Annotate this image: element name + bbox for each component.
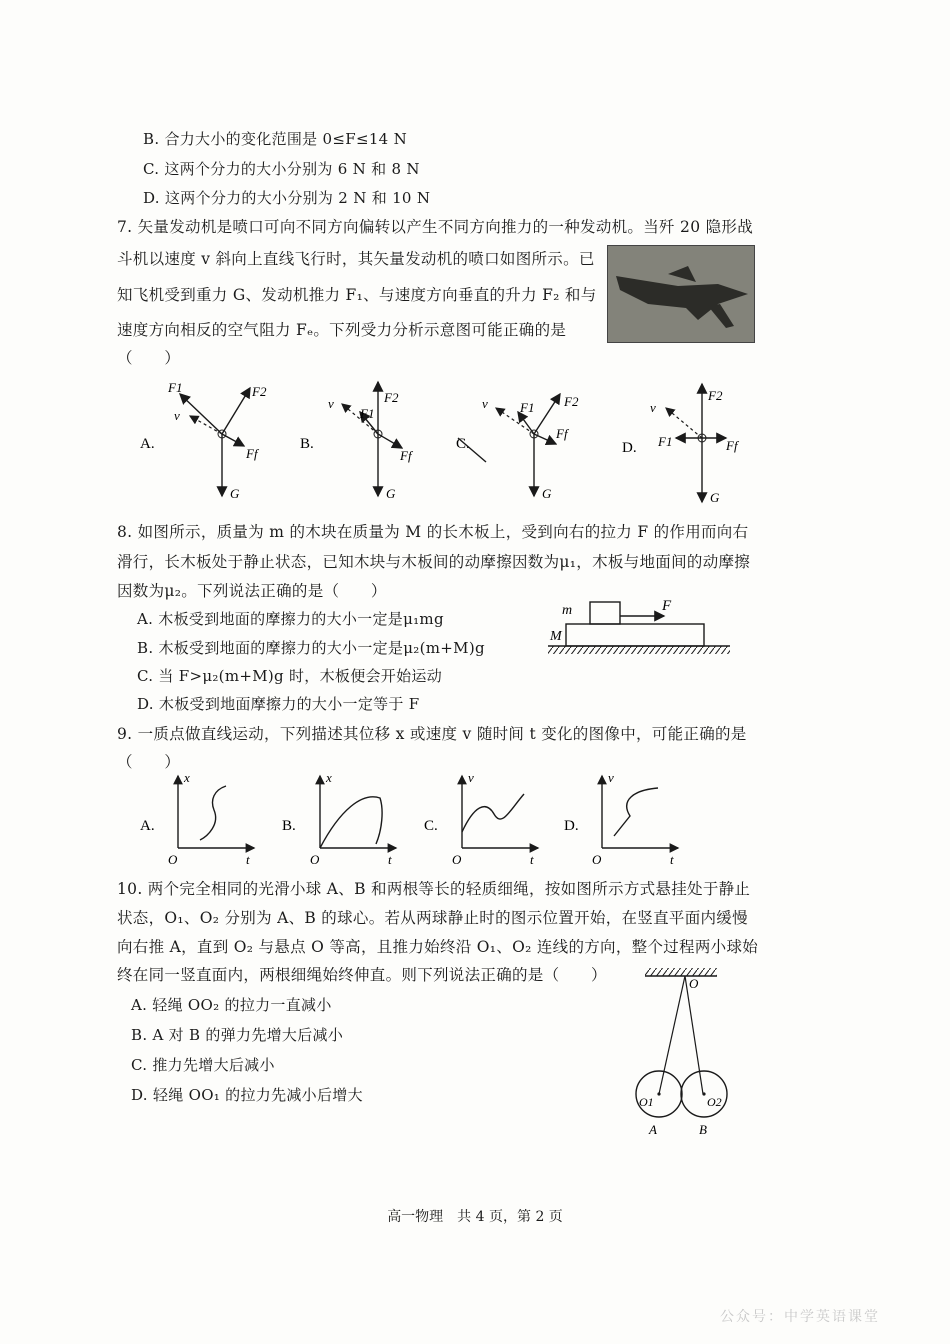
svg-text:C.: C. xyxy=(424,818,438,834)
svg-text:F2: F2 xyxy=(564,394,579,409)
q7-diagram-c xyxy=(456,394,579,501)
q10-pendulum-diagram xyxy=(625,962,735,1140)
svg-text:x: x xyxy=(326,770,332,785)
svg-text:Ff: Ff xyxy=(556,426,568,441)
q10-stem-line3: 向右推 A，直到 O₂ 与悬点 O 等高，且推力始终沿 O₁、O₂ 连线的方向，整个过程两小球始 xyxy=(117,938,759,956)
svg-text:O: O xyxy=(689,976,699,991)
svg-text:B: B xyxy=(699,1122,707,1137)
svg-text:G: G xyxy=(386,486,396,501)
q7-answer-paren: （ ） xyxy=(117,349,181,367)
svg-text:C.: C. xyxy=(456,436,470,452)
svg-text:F1: F1 xyxy=(168,380,183,395)
q9-graph-b xyxy=(282,770,396,867)
q7-diagram-b xyxy=(300,382,414,501)
q9-graph-d xyxy=(564,770,678,867)
svg-text:A.: A. xyxy=(140,436,155,452)
q9-stem-line1: 9. 一质点做直线运动，下列描述其位移 x 或速度 v 随时间 t 变化的图像中，可能正确的是 xyxy=(117,725,747,743)
q9-graph-c xyxy=(424,770,538,867)
q8-stem-line3: 因数为μ₂。下列说法正确的是（ ） xyxy=(117,582,387,600)
svg-text:A: A xyxy=(649,1122,657,1137)
svg-text:Ff: Ff xyxy=(726,438,738,453)
q10-option-c: C. 推力先增大后减小 xyxy=(131,1056,275,1074)
q8-option-a: A. 木板受到地面的摩擦力的大小一定是μ₁mg xyxy=(137,610,444,628)
svg-text:Ff: Ff xyxy=(400,448,412,463)
svg-text:D.: D. xyxy=(564,818,579,834)
q9-answer-paren: （ ） xyxy=(117,753,181,771)
svg-text:x: x xyxy=(184,770,190,785)
q8-option-b: B. 木板受到地面的摩擦力的大小一定是μ₂(m+M)g xyxy=(137,639,485,657)
q7-force-diagrams xyxy=(120,372,760,512)
q8-option-c: C. 当 F>μ₂(m+M)g 时，木板便会开始运动 xyxy=(137,667,443,685)
jet-photo xyxy=(607,245,755,343)
svg-text:F1: F1 xyxy=(360,406,375,421)
q8-stem-line1: 8. 如图所示，质量为 m 的木块在质量为 M 的长木板上，受到向右的拉力 F 的作用而向右 xyxy=(117,523,749,541)
svg-text:O: O xyxy=(168,852,178,867)
q7-stem-line4: 速度方向相反的空气阻力 Fₑ。下列受力分析示意图可能正确的是 xyxy=(117,321,567,339)
svg-text:v: v xyxy=(650,400,656,415)
svg-text:m: m xyxy=(562,603,573,618)
svg-text:F2: F2 xyxy=(384,390,399,405)
q10-option-b: B. A 对 B 的弹力先增大后减小 xyxy=(131,1026,344,1044)
q8-option-d: D. 木板受到地面摩擦力的大小一定等于 F xyxy=(137,695,420,713)
q8-stem-line2: 滑行，长木板处于静止状态，已知木块与木板间的动摩擦因数为μ₁，木板与地面间的动摩擦 xyxy=(117,553,751,571)
svg-text:O2: O2 xyxy=(707,1095,722,1109)
svg-text:F2: F2 xyxy=(708,388,723,403)
q10-stem-line1: 10. 两个完全相同的光滑小球 A、B 和两根等长的轻质细绳，按如图所示方式悬挂处于静止 xyxy=(117,880,751,898)
svg-text:t: t xyxy=(530,852,534,867)
svg-text:v: v xyxy=(482,396,488,411)
q10-option-a: A. 轻绳 OO₂ 的拉力一直减小 xyxy=(131,996,332,1014)
q9-graph-a xyxy=(140,770,254,867)
svg-text:G: G xyxy=(542,486,552,501)
q7-stem-line1: 7. 矢量发动机是喷口可向不同方向偏转以产生不同方向推力的一种发动机。当歼 20 隐形战 xyxy=(117,218,753,236)
svg-text:F2: F2 xyxy=(252,384,267,399)
svg-text:O: O xyxy=(310,852,320,867)
svg-text:F1: F1 xyxy=(520,400,535,415)
page-footer: 高一物理 共 4 页，第 2 页 xyxy=(387,1209,563,1225)
q10-option-d: D. 轻绳 OO₁ 的拉力先减小后增大 xyxy=(131,1086,363,1104)
svg-text:G: G xyxy=(710,490,720,505)
svg-text:Ff: Ff xyxy=(246,446,258,461)
q7-diagram-d xyxy=(622,384,740,505)
svg-text:v: v xyxy=(174,408,180,423)
watermark: 公众号：中学英语课堂 xyxy=(720,1309,880,1325)
svg-text:O1: O1 xyxy=(639,1095,654,1109)
q8-block-diagram xyxy=(540,592,740,662)
q9-graphs xyxy=(130,770,700,870)
jet-silhouette-icon xyxy=(608,246,754,342)
svg-text:M: M xyxy=(550,629,562,644)
q6-option-b: B. 合力大小的变化范围是 0≤F≤14 N xyxy=(143,130,407,148)
svg-text:v: v xyxy=(608,770,614,785)
svg-text:F1: F1 xyxy=(658,434,673,449)
svg-text:v: v xyxy=(328,396,334,411)
svg-text:O: O xyxy=(592,852,602,867)
long-board-M xyxy=(566,624,704,646)
svg-text:t: t xyxy=(388,852,392,867)
svg-text:F: F xyxy=(662,598,672,614)
svg-text:D.: D. xyxy=(622,440,637,456)
q7-stem-line3: 知飞机受到重力 G、发动机推力 F₁、与速度方向垂直的升力 F₂ 和与 xyxy=(117,286,597,304)
svg-text:O: O xyxy=(452,852,462,867)
svg-text:v: v xyxy=(468,770,474,785)
svg-text:G: G xyxy=(230,486,240,501)
svg-text:t: t xyxy=(246,852,250,867)
q10-stem-line2: 状态，O₁、O₂ 分别为 A、B 的球心。若从两球静止时的图示位置开始，在竖直平面内缓慢 xyxy=(117,909,748,927)
svg-text:B.: B. xyxy=(282,818,296,834)
q6-option-c: C. 这两个分力的大小分别为 6 N 和 8 N xyxy=(143,160,420,178)
q10-stem-line4: 终在同一竖直面内，两根细绳始终伸直。则下列说法正确的是（ ） xyxy=(117,966,607,984)
q6-option-d: D. 这两个分力的大小分别为 2 N 和 10 N xyxy=(143,189,431,207)
svg-text:t: t xyxy=(670,852,674,867)
svg-text:A.: A. xyxy=(140,818,155,834)
q7-diagram-a xyxy=(140,380,267,501)
q7-stem-line2: 斗机以速度 v 斜向上直线飞行时，其矢量发动机的喷口如图所示。已 xyxy=(117,250,595,268)
svg-text:B.: B. xyxy=(300,436,314,452)
small-block-m xyxy=(590,602,620,624)
